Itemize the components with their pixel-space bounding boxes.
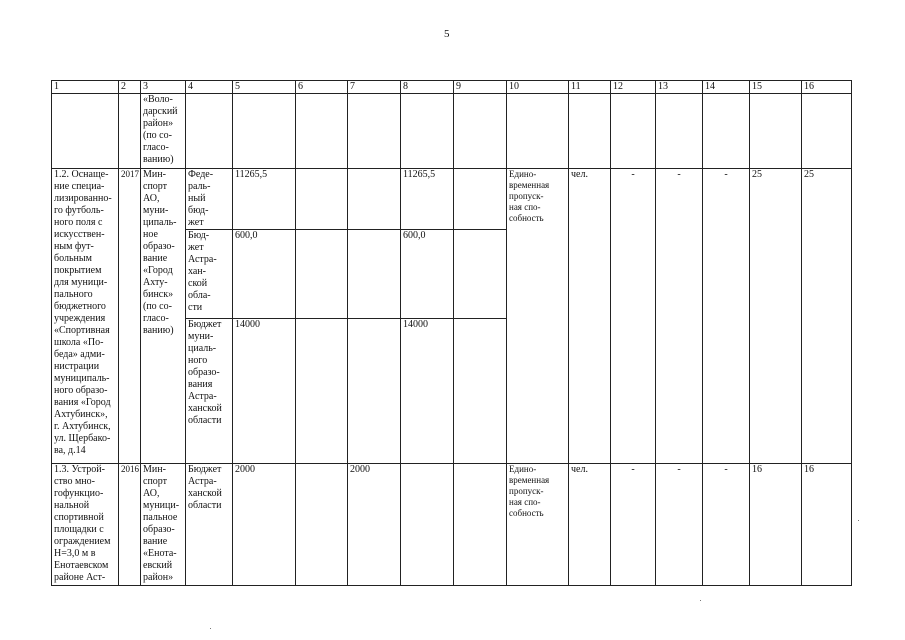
col-number: 1 [52,81,119,94]
funding-source: Бюджет Астра- ханской области [186,464,233,586]
unit-cell: чел. [569,464,611,586]
col-number: 10 [507,81,569,94]
indicator-value: - [656,169,703,464]
total-value: 11265,5 [233,169,296,230]
col-number: 5 [233,81,296,94]
scan-speck [210,628,211,629]
year-value: 2000 [348,464,401,586]
funding-source: Бюд- жет Астра- хан- ской обла- сти [186,230,233,319]
col-number: 13 [656,81,703,94]
program-table [51,80,852,586]
executor-cell: «Воло- дарский район» (по со- гласо- ванию) [141,94,186,169]
scan-speck [700,600,701,601]
measure-name: 1.2. Оснаще- ние специа- лизированно- го футболь- ного поля с искусствен- ным фут- больным покрытием для муници- пального бюджетного учреждения «Спортивная школа «По- беда» адми- нистрации муниципаль- ного образо- вания «Город Ахтубинск», г. Ахтубинск, ул. Щербако- ва, д.14 [52,169,119,464]
total-value: 600,0 [233,230,296,319]
col-number: 15 [750,81,802,94]
funding-source: Феде- раль- ный бюд- жет [186,169,233,230]
indicator-value: 16 [802,464,852,586]
indicator-value: - [656,464,703,586]
continuation-row [52,94,852,169]
column-number-row [52,81,852,94]
col-number: 6 [296,81,348,94]
col-number: 14 [703,81,750,94]
funding-source: Бюджет муни- циаль- ного образо- вания Астра- ханской области [186,319,233,464]
year-value: 600,0 [401,230,454,319]
indicator-value: 16 [750,464,802,586]
executor-cell: Мин- спорт АО, муни- ципаль- ное образо- вание «Город Ахту- бинск» (по со- гласо- ванию) [141,169,186,464]
col-number: 9 [454,81,507,94]
col-number: 16 [802,81,852,94]
col-number: 4 [186,81,233,94]
year-cell: 2017 [119,169,141,464]
indicator-value: - [703,464,750,586]
indicator-value: - [611,464,656,586]
col-number: 12 [611,81,656,94]
scan-speck [858,520,859,521]
executor-cell: Мин- спорт АО, муници- пальное образо- вание «Енота- евский район» [141,464,186,586]
col-number: 7 [348,81,401,94]
total-value: 14000 [233,319,296,464]
year-cell: 2016 [119,464,141,586]
measure-name: 1.3. Устрой- ство мно- гофункцио- нальной спортивной площадки с ограждением Н=3,0 м в Енотаевском районе Аст- [52,464,119,586]
indicator-value: - [703,169,750,464]
indicator-value: - [611,169,656,464]
total-value: 2000 [233,464,296,586]
indicator-name: Едино- временная пропуск- ная спо- собность [507,464,569,586]
col-number: 2 [119,81,141,94]
col-number: 3 [141,81,186,94]
table-row [52,169,852,230]
unit-cell: чел. [569,169,611,464]
indicator-name: Едино- временная пропуск- ная спо- собность [507,169,569,464]
indicator-value: 25 [802,169,852,464]
year-value: 11265,5 [401,169,454,230]
col-number: 8 [401,81,454,94]
col-number: 11 [569,81,611,94]
table-row [52,464,852,586]
page-number: 5 [444,28,450,40]
indicator-value: 25 [750,169,802,464]
year-value: 14000 [401,319,454,464]
